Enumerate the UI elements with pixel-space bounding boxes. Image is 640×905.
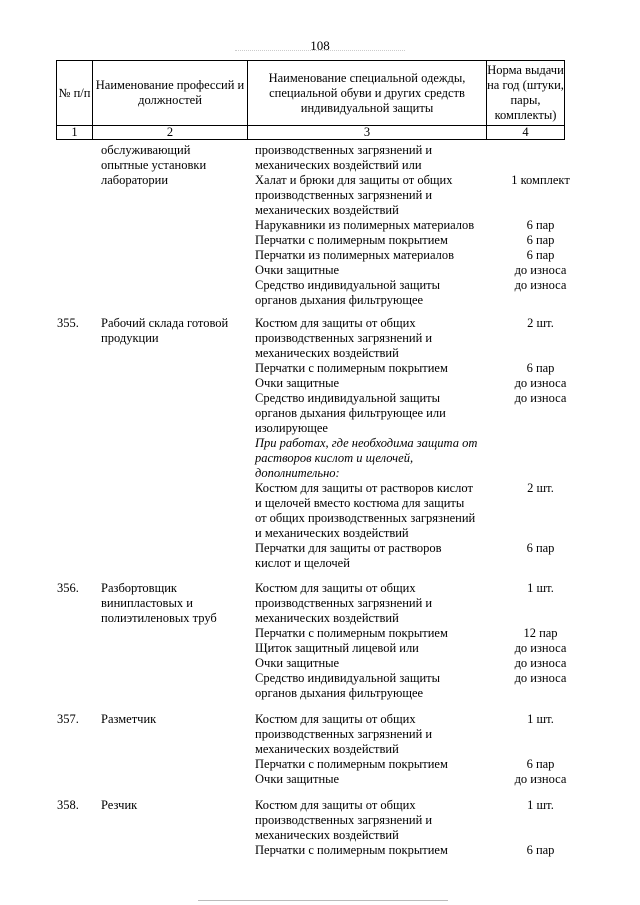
profession-line: обслуживающий xyxy=(101,143,191,157)
equipment-item: производственных загрязнений и xyxy=(255,727,433,741)
issue-norm: 1 комплект xyxy=(511,173,570,187)
equipment-item: Халат и брюки для защиты от общих xyxy=(255,173,453,187)
equipment-item: изолирующее xyxy=(255,421,328,435)
issue-norm: 6 пар xyxy=(526,757,555,771)
equipment-item: механических воздействий или xyxy=(255,158,422,172)
header-col-equipment: Наименование специальной одежды, специальной обуви и других средств индивидуальной защиты xyxy=(248,61,487,125)
issue-norm: 1 шт. xyxy=(527,581,554,595)
profession-line: винипластовых и xyxy=(101,596,193,610)
equipment-item: Щиток защитный лицевой или xyxy=(255,641,419,655)
equipment-item: Средство индивидуальной защиты xyxy=(255,391,441,405)
equipment-item: кислот и щелочей xyxy=(255,556,350,570)
issue-norm: до износа xyxy=(514,263,567,277)
equipment-item: механических воздействий xyxy=(255,611,399,625)
issue-norm: до износа xyxy=(514,671,567,685)
equipment-item: Очки защитные xyxy=(255,656,340,670)
header-col-profession: Наименование профессий и должностей xyxy=(93,61,248,125)
row-number: 358. xyxy=(57,798,79,812)
equipment-item: Перчатки с полимерным покрытием xyxy=(255,233,448,247)
equipment-item: органов дыхания фильтрующее xyxy=(255,686,424,700)
equipment-item: механических воздействий xyxy=(255,346,399,360)
profession-line: продукции xyxy=(101,331,159,345)
condition-note: дополнительно: xyxy=(255,466,340,480)
page-number: 108 xyxy=(310,38,330,53)
equipment-item: Костюм для защиты от общих xyxy=(255,581,416,595)
equipment-item: производственных загрязнений и xyxy=(255,188,433,202)
equipment-item: Костюм для защиты от общих xyxy=(255,798,416,812)
row-number: 355. xyxy=(57,316,79,330)
equipment-item: Средство индивидуальной защиты xyxy=(255,671,441,685)
profession-line: Разметчик xyxy=(101,712,157,726)
row-profession xyxy=(101,143,251,188)
equipment-item: Нарукавники из полимерных материалов xyxy=(255,218,475,232)
issue-norm: до износа xyxy=(514,278,567,292)
equipment-item: Перчатки с полимерным покрытием xyxy=(255,361,448,375)
issue-norm: до износа xyxy=(514,641,567,655)
equipment-item: механических воздействий xyxy=(255,742,399,756)
header-index-4: 4 xyxy=(522,125,529,139)
issue-norm: 2 шт. xyxy=(527,481,554,495)
equipment-item: производственных загрязнений и xyxy=(255,813,433,827)
profession-line: Резчик xyxy=(101,798,138,812)
row-profession xyxy=(101,316,251,346)
issue-norm: 6 пар xyxy=(526,361,555,375)
issue-norm: 12 пар xyxy=(523,626,558,640)
row-number: 357. xyxy=(57,712,79,726)
issue-norm: 1 шт. xyxy=(527,712,554,726)
issue-norm: 2 шт. xyxy=(527,316,554,330)
row-number: 356. xyxy=(57,581,79,595)
issue-norm: 6 пар xyxy=(526,233,555,247)
profession-line: Разбортовщик xyxy=(101,581,177,595)
issue-norm: до износа xyxy=(514,656,567,670)
equipment-item: производственных загрязнений и xyxy=(255,143,433,157)
table-header xyxy=(56,60,565,140)
equipment-item: Очки защитные xyxy=(255,772,340,786)
row-profession xyxy=(101,581,251,626)
header-col-norm: Норма выдачи на год (штуки, пары, комплекты) xyxy=(487,63,564,122)
equipment-item: Перчатки с полимерным покрытием xyxy=(255,843,448,857)
equipment-item: Средство индивидуальной защиты xyxy=(255,278,441,292)
profession-line: опытные установки xyxy=(101,158,207,172)
header-index-2: 2 xyxy=(93,126,248,139)
equipment-item: и механических воздействий xyxy=(255,526,409,540)
condition-note: растворов кислот и щелочей, xyxy=(255,451,414,465)
bottom-rule xyxy=(198,900,448,901)
equipment-item: Костюм для защиты от растворов кислот xyxy=(255,481,473,495)
issue-norm: 6 пар xyxy=(526,248,555,262)
issue-norm: 6 пар xyxy=(526,843,555,857)
header-index-3: 3 xyxy=(248,126,487,139)
row-profession xyxy=(101,798,251,813)
equipment-item: Костюм для защиты от общих xyxy=(255,712,416,726)
equipment-item: Перчатки из полимерных материалов xyxy=(255,248,455,262)
header-col-number: № п/п xyxy=(57,61,93,125)
header-index-1: 1 xyxy=(57,126,93,139)
equipment-item: Очки защитные xyxy=(255,376,340,390)
issue-norm: 1 шт. xyxy=(527,798,554,812)
issue-norm: 6 пар xyxy=(526,541,555,555)
profession-line: полиэтиленовых труб xyxy=(101,611,217,625)
header-index-row xyxy=(57,125,564,139)
equipment-item: производственных загрязнений и xyxy=(255,331,433,345)
profession-line: лаборатории xyxy=(101,173,169,187)
equipment-item: механических воздействий xyxy=(255,828,399,842)
issue-norm: до износа xyxy=(514,772,567,786)
equipment-item: Перчатки с полимерным покрытием xyxy=(255,757,448,771)
equipment-item: Костюм для защиты от общих xyxy=(255,316,416,330)
issue-norm: до износа xyxy=(514,376,567,390)
equipment-item: органов дыхания фильтрующее или xyxy=(255,406,446,420)
issue-norm: до износа xyxy=(514,391,567,405)
equipment-item: производственных загрязнений и xyxy=(255,596,433,610)
equipment-item: от общих производственных загрязнений xyxy=(255,511,476,525)
profession-line: Рабочий склада готовой xyxy=(101,316,229,330)
equipment-item: и щелочей вместо костюма для защиты xyxy=(255,496,465,510)
equipment-item: органов дыхания фильтрующее xyxy=(255,293,424,307)
condition-note: При работах, где необходима защита от xyxy=(255,436,478,450)
equipment-item: Перчатки для защиты от растворов xyxy=(255,541,442,555)
equipment-item: Перчатки с полимерным покрытием xyxy=(255,626,448,640)
equipment-item: Очки защитные xyxy=(255,263,340,277)
row-profession xyxy=(101,712,251,727)
issue-norm: 6 пар xyxy=(526,218,555,232)
header-row xyxy=(57,61,564,125)
equipment-item: механических воздействий xyxy=(255,203,399,217)
